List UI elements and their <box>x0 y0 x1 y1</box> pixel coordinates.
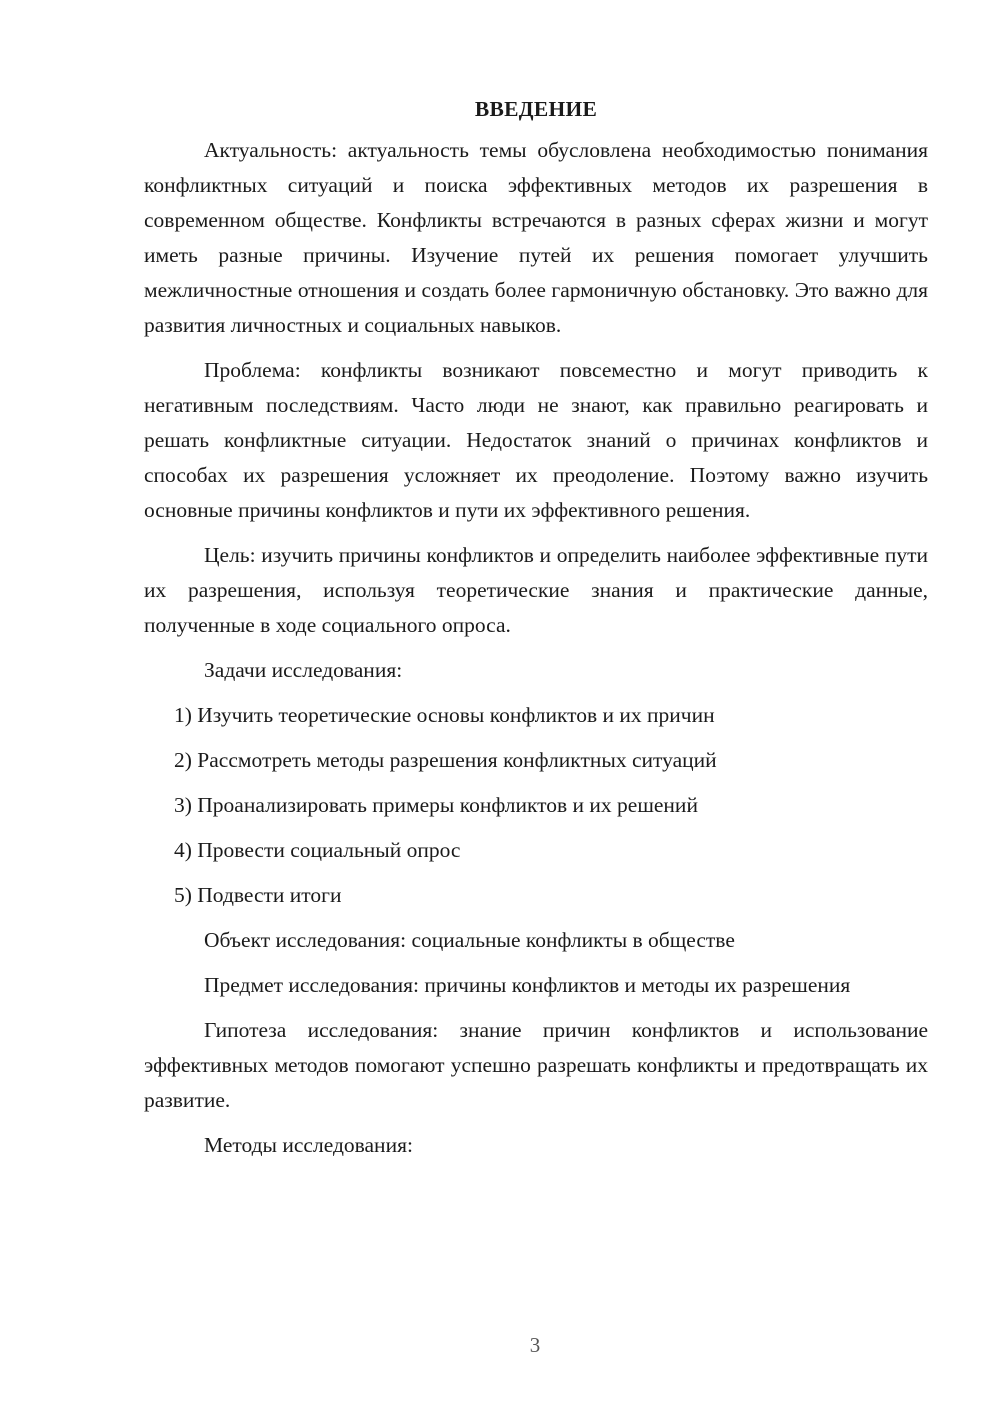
relevance-paragraph: Актуальность: актуальность темы обусловлена необходимостью понимания конфликтных ситуаций и поиска эффективных методов их разрешения в современном обществе. Конфликты встречаются в разных сферах жизни и могут иметь разные причины. Изучение путей их решения помогает улучшить межличностные отношения и создать более гармоничную обстановку. Это важно для развития личностных и социальных навыков. <box>144 138 928 337</box>
problem-paragraph: Проблема: конфликты возникают повсеместно и могут приводить к негативным последствиям. Часто люди не знают, как правильно реагировать и решать конфликтные ситуации. Недостаток знаний о причинах конфликтов и способах их разрешения усложняет их преодоление. Поэтому важно изучить основные причины конфликтов и пути их эффективного решения. <box>144 358 928 522</box>
list-item: 5) Подвести итоги <box>174 883 342 907</box>
subject-paragraph: Предмет исследования: причины конфликтов и методы их разрешения <box>204 973 851 997</box>
list-item: 2) Рассмотреть методы разрешения конфликтных ситуаций <box>174 748 717 772</box>
list-item: 4) Провести социальный опрос <box>174 838 461 862</box>
tasks-list <box>144 698 928 913</box>
hypothesis-paragraph: Гипотеза исследования: знание причин конфликтов и использование эффективных методов помогают успешно разрешать конфликты и предотвращать их развитие. <box>144 1018 928 1112</box>
document-page <box>144 92 928 1173</box>
page-title: ВВЕДЕНИЕ <box>474 97 598 121</box>
object-line: Объект исследования: социальные конфликты в обществе <box>204 928 735 952</box>
list-item: 1) Изучить теоретические основы конфликтов и их причин <box>174 703 715 727</box>
tasks-heading: Задачи исследования: <box>204 658 403 682</box>
page-number: 3 <box>529 1333 541 1357</box>
methods-heading: Методы исследования: <box>204 1133 413 1157</box>
list-item: 3) Проанализировать примеры конфликтов и их решений <box>174 793 698 817</box>
goal-paragraph: Цель: изучить причины конфликтов и определить наиболее эффективные пути их разрешения, используя теоретические знания и практические данные, полученные в ходе социального опроса. <box>144 543 928 637</box>
